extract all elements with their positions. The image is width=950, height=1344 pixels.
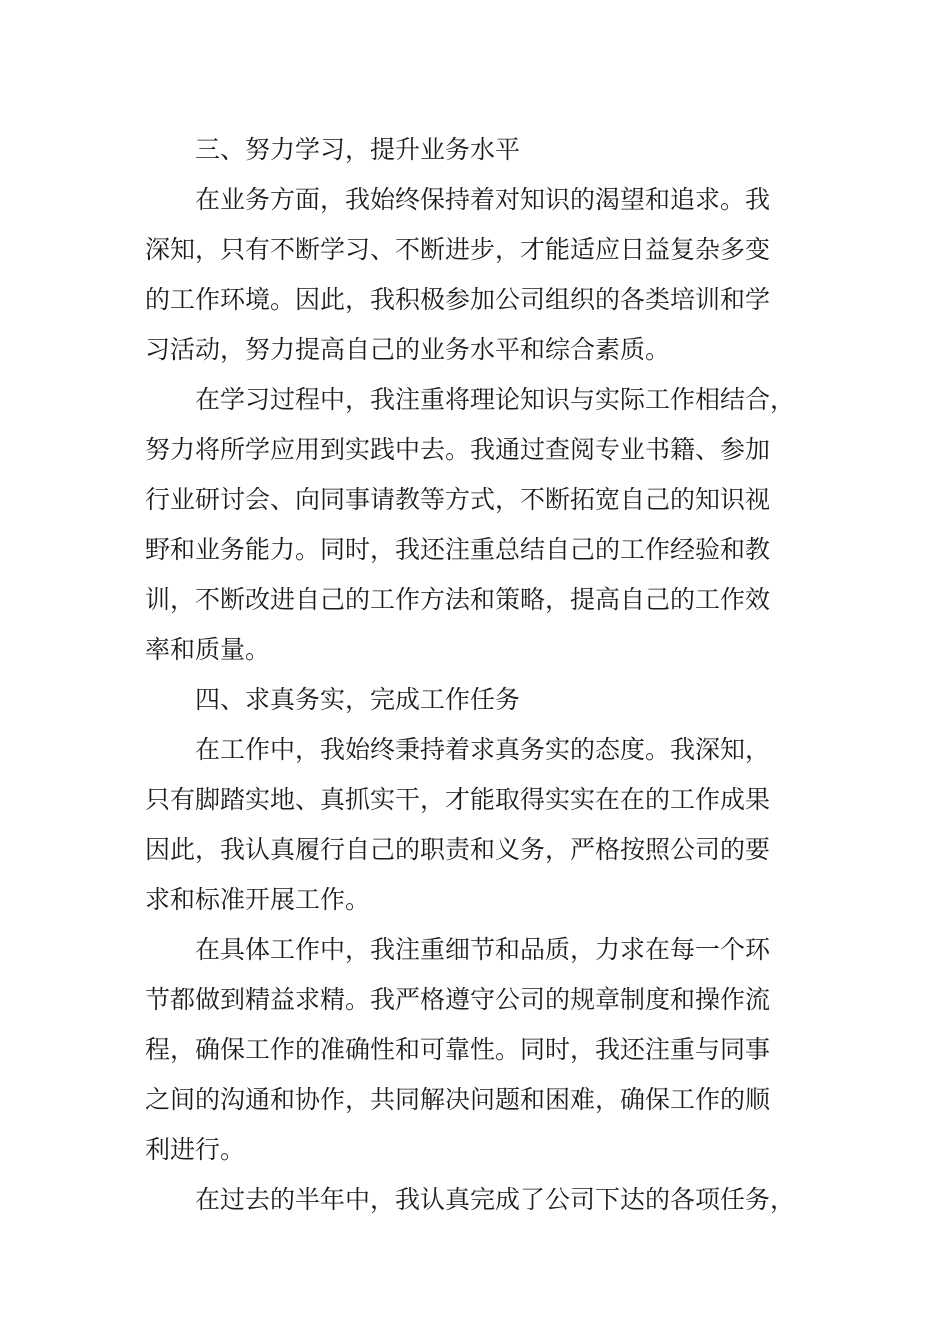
paragraph-line: 在过去的半年中，我认真完成了公司下达的各项任务，	[195, 1185, 796, 1214]
paragraph-line: 训，不断改进自己的工作方法和策略，提高自己的工作效	[145, 585, 771, 614]
paragraph-line: 的工作环境。因此，我积极参加公司组织的各类培训和学	[145, 285, 771, 314]
paragraph-line: 只有脚踏实地、真抓实干，才能取得实实在在的工作成果	[145, 785, 771, 814]
paragraph-line: 利进行。	[145, 1135, 246, 1164]
paragraph-line: 节都做到精益求精。我严格遵守公司的规章制度和操作流	[145, 985, 771, 1014]
paragraph-line: 野和业务能力。同时，我还注重总结自己的工作经验和教	[145, 535, 771, 564]
section-heading: 四、求真务实，完成工作任务	[195, 685, 521, 714]
paragraph-line: 深知，只有不断学习、不断进步，才能适应日益复杂多变	[145, 235, 771, 264]
paragraph-line: 在学习过程中，我注重将理论知识与实际工作相结合，	[195, 385, 796, 414]
paragraph-line: 率和质量。	[145, 635, 271, 664]
paragraph-line: 在工作中，我始终秉持着求真务实的态度。我深知，	[195, 735, 771, 764]
paragraph-line: 在具体工作中，我注重细节和品质，力求在每一个环	[195, 935, 771, 964]
section-heading: 三、努力学习，提升业务水平	[195, 135, 521, 164]
paragraph-line: 程，确保工作的准确性和可靠性。同时，我还注重与同事	[145, 1035, 771, 1064]
paragraph-line: 在业务方面，我始终保持着对知识的渴望和追求。我	[195, 185, 771, 214]
paragraph-line: 求和标准开展工作。	[145, 885, 371, 914]
paragraph-line: 行业研讨会、向同事请教等方式，不断拓宽自己的知识视	[145, 485, 771, 514]
paragraph-line: 努力将所学应用到实践中去。我通过查阅专业书籍、参加	[145, 435, 771, 464]
paragraph-line: 之间的沟通和协作，共同解决问题和困难，确保工作的顺	[145, 1085, 771, 1114]
paragraph-line: 因此，我认真履行自己的职责和义务，严格按照公司的要	[145, 835, 771, 864]
paragraph-line: 习活动，努力提高自己的业务水平和综合素质。	[145, 335, 671, 364]
